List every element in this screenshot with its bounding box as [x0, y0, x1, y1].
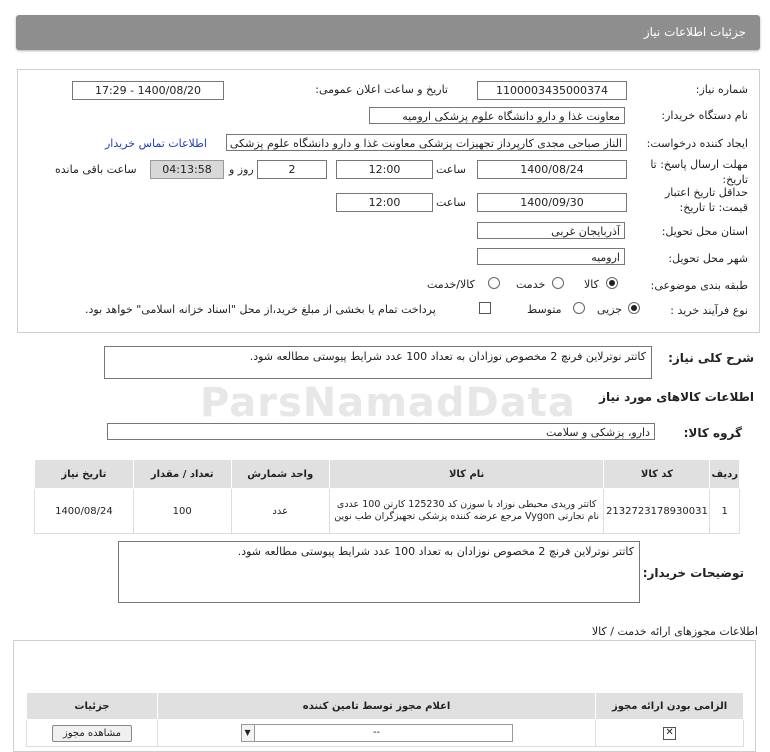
- supplier-permit-cell: [157, 720, 595, 747]
- process-option-minor: جزیی: [597, 303, 623, 316]
- page-title: جزئیات اطلاعات نیاز: [643, 25, 746, 39]
- buyer-notes-text: کاتتر نوترلاین فرنچ 2 مخصوص نوزادان به تعداد 100 عدد شرایط پیوستی مطالعه شود.: [118, 541, 640, 603]
- watermark-text: ParsNamadData: [200, 380, 576, 426]
- process-option-medium: متوسط: [527, 303, 562, 316]
- cell-index: 1: [710, 489, 740, 534]
- col-name: نام کالا: [329, 460, 604, 489]
- col-date: تاریخ نیاز: [35, 460, 134, 489]
- contact-buyer-link[interactable]: اطلاعات تماس خریدار: [105, 137, 207, 150]
- validity-date-field: 1400/09/30: [477, 193, 627, 212]
- col-qty: تعداد / مقدار: [133, 460, 231, 489]
- buyer-notes-label: توضیحات خریدار:: [642, 566, 744, 580]
- goods-table-header: [35, 460, 740, 489]
- summary-label: شرح کلی نیاز:: [668, 351, 754, 365]
- category-label: طبقه بندی موضوعی:: [650, 279, 748, 292]
- page-header: [16, 15, 760, 50]
- details-cell: [27, 720, 158, 747]
- permits-title: اطلاعات مجوزهای ارائه خدمت / کالا: [591, 625, 758, 638]
- deadline-date-field: 1400/08/24: [477, 160, 627, 179]
- col-code: کد کالا: [604, 460, 710, 489]
- need-number-label: شماره نیاز:: [695, 83, 748, 96]
- required-cell: [596, 720, 744, 747]
- permit-select-value: --: [372, 727, 381, 738]
- summary-text: کاتتر نوترلاین فرنچ 2 مخصوص نوزادان به تعداد 100 عدد شرایط پیوستی مطالعه شود.: [104, 346, 652, 379]
- permits-table: [26, 692, 744, 747]
- need-number-field: 1100003435000374: [477, 81, 627, 100]
- announce-label: تاریخ و ساعت اعلان عمومی:: [315, 83, 448, 96]
- process-radio-medium[interactable]: [573, 302, 585, 314]
- deadline-time-field: 12:00: [336, 160, 433, 179]
- city-field: ارومیه: [477, 248, 625, 265]
- goods-table: [34, 459, 740, 534]
- remaining-time-field: 04:13:58: [150, 160, 224, 179]
- col-index: ردیف: [710, 460, 740, 489]
- process-label: نوع فرآیند خرید :: [670, 304, 748, 317]
- cell-code: 2132723178930031: [604, 489, 710, 534]
- process-radio-minor[interactable]: [628, 302, 640, 314]
- buyer-org-field: معاونت غذا و دارو دانشگاه علوم پزشکی ارومیه: [369, 107, 625, 124]
- requester-field: الناز صباحی مجدی کارپرداز تجهیزات پزشکی معاونت غذا و دارو دانشگاه علوم پزشکی: [226, 134, 627, 151]
- category-radio-both[interactable]: [488, 277, 500, 289]
- permits-header: [27, 693, 744, 720]
- table-row: [27, 720, 744, 747]
- buyer-org-label: نام دستگاه خریدار:: [661, 109, 748, 122]
- category-option-goods: کالا: [584, 278, 599, 291]
- col-required: الزامی بودن ارائه مجوز: [596, 693, 744, 720]
- category-option-both: کالا/خدمت: [427, 278, 475, 291]
- chevron-down-icon: ▼: [242, 725, 255, 741]
- goods-group-field: دارو، پزشکی و سلامت: [107, 423, 655, 440]
- category-radio-service[interactable]: [552, 277, 564, 289]
- goods-group-label: گروه کالا:: [683, 426, 742, 440]
- category-option-service: خدمت: [516, 278, 546, 291]
- deadline-label: مهلت ارسال پاسخ: تا تاریخ:: [650, 158, 748, 186]
- col-supplier-permit: اعلام مجوز توسط تامین کننده: [157, 693, 595, 720]
- goods-section-title: اطلاعات کالاهای مورد نیاز: [599, 390, 754, 404]
- required-check-icon: ✕: [663, 727, 676, 740]
- city-label: شهر محل تحویل:: [668, 252, 748, 265]
- remaining-label: ساعت باقی مانده: [55, 163, 137, 176]
- days-label: روز و: [229, 163, 254, 176]
- treasury-payment-note: پرداخت تمام یا بخشی از مبلغ خرید،از محل "اسناد خزانه اسلامی" خواهد بود.: [85, 303, 436, 316]
- col-unit: واحد شمارش: [231, 460, 329, 489]
- validity-label: حداقل تاریخ اعتبار قیمت: تا تاریخ:: [664, 186, 748, 214]
- permit-select[interactable]: [241, 724, 513, 742]
- validity-time-label: ساعت: [436, 196, 466, 209]
- province-label: استان محل تحویل:: [661, 225, 748, 238]
- province-field: آذربایجان غربی: [477, 222, 625, 239]
- announce-field: 1400/08/20 - 17:29: [72, 81, 224, 100]
- col-details: جزئیات: [27, 693, 158, 720]
- treasury-payment-checkbox[interactable]: [479, 302, 491, 314]
- validity-time-field: 12:00: [336, 193, 433, 212]
- category-radio-goods[interactable]: [606, 277, 618, 289]
- view-permit-button[interactable]: مشاهده مجوز: [52, 725, 132, 742]
- cell-unit: عدد: [231, 489, 329, 534]
- deadline-time-label: ساعت: [436, 163, 466, 176]
- requester-label: ایجاد کننده درخواست:: [646, 137, 748, 150]
- days-field: 2: [257, 160, 327, 179]
- cell-qty: 100: [133, 489, 231, 534]
- cell-name: کاتتر وریدی محیطی نوزاد با سوزن کد 125230 کارتن 100 عددی نام تجارتی Vygon مرجع عرضه کننده پزشکی تجهیزگران طب نوین: [329, 489, 604, 534]
- table-row: [35, 489, 740, 534]
- cell-date: 1400/08/24: [35, 489, 134, 534]
